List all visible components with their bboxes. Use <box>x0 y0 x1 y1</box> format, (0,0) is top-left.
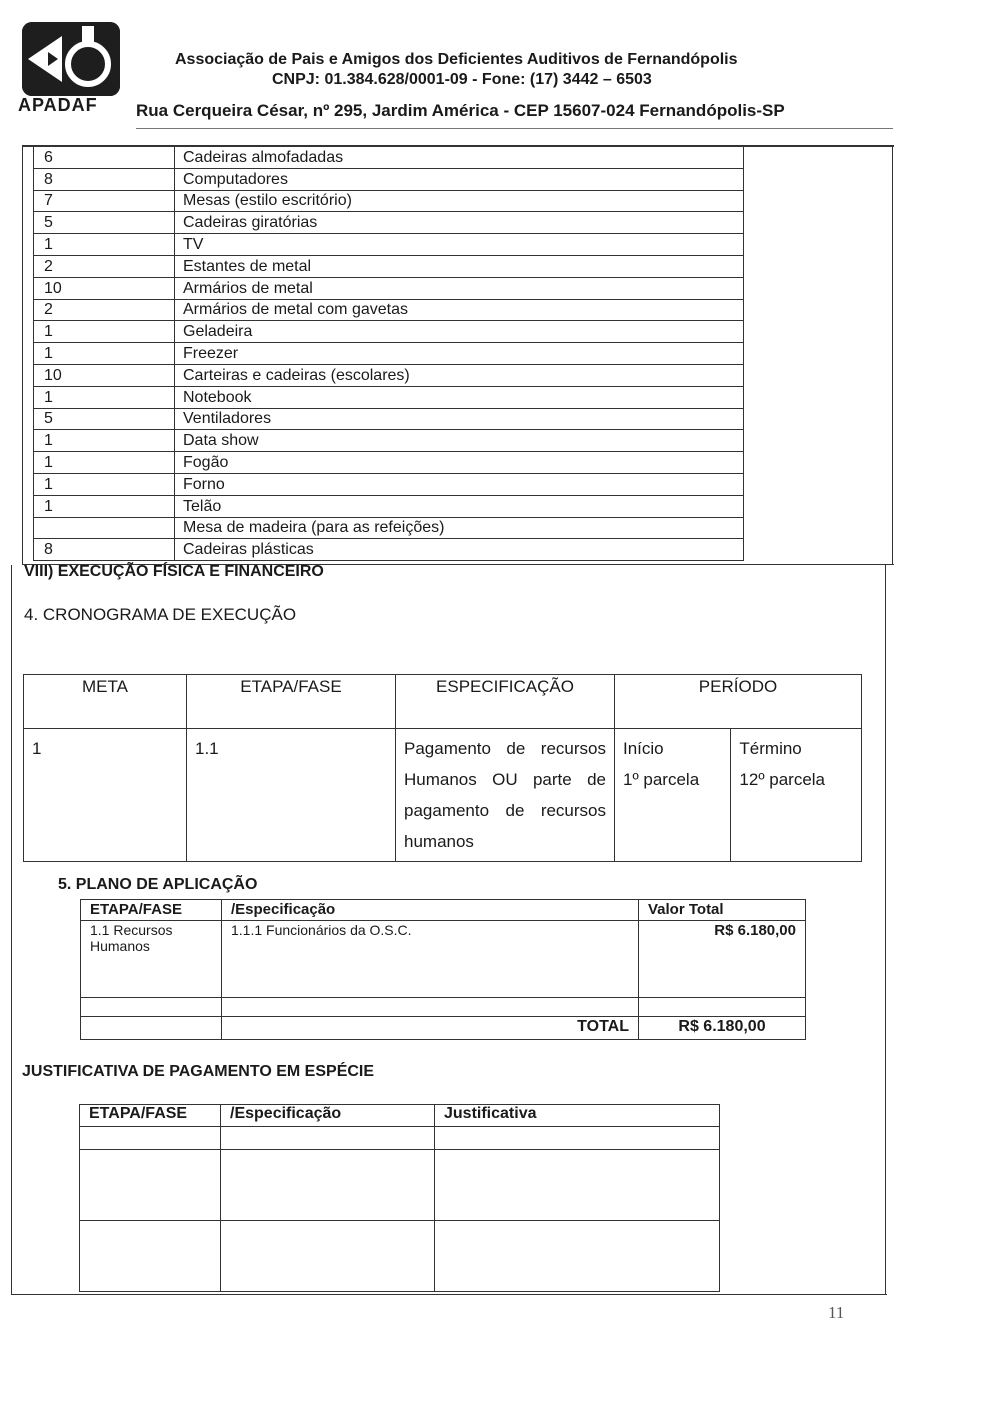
table-row <box>34 168 744 190</box>
header-periodo: PERÍODO <box>615 675 862 729</box>
frame-line <box>892 145 893 565</box>
termino-value: 12º parcela <box>739 770 826 789</box>
cnpj-phone: CNPJ: 01.384.628/0001-09 - Fone: (17) 3442 – 6503 <box>272 71 652 88</box>
cell-etapa: 1.1 Recursos Humanos <box>81 921 222 998</box>
termino-label: Término <box>739 739 802 758</box>
frame-line <box>885 565 886 1295</box>
section-heading-cronograma: 4. CRONOGRAMA DE EXECUÇÃO <box>24 605 297 624</box>
item-qty: 7 <box>34 190 175 212</box>
table-total-row <box>81 1017 806 1040</box>
cell-empty <box>80 1127 221 1150</box>
header-etapa: ETAPA/FASE <box>80 1105 221 1127</box>
frame-line <box>22 145 23 565</box>
item-qty: 8 <box>34 168 175 190</box>
table-row <box>34 539 744 561</box>
item-description: Data show <box>175 430 744 452</box>
inventory-table <box>33 146 744 561</box>
item-qty: 1 <box>34 495 175 517</box>
item-description: TV <box>175 234 744 256</box>
table-row <box>34 386 744 408</box>
header-especificacao: /Especificação <box>222 900 639 921</box>
cell-valor: R$ 6.180,00 <box>639 921 806 998</box>
item-qty: 1 <box>34 343 175 365</box>
address: Rua Cerqueira César, nº 295, Jardim América - CEP 15607-024 Fernandópolis-SP <box>136 101 785 120</box>
item-qty: 1 <box>34 234 175 256</box>
cell-empty <box>639 998 806 1017</box>
item-description: Fogão <box>175 452 744 474</box>
table-row <box>34 147 744 169</box>
table-row <box>34 430 744 452</box>
table-row <box>34 364 744 386</box>
table-row <box>34 234 744 256</box>
table-row <box>34 212 744 234</box>
total-value: R$ 6.180,00 <box>639 1017 806 1040</box>
table-row <box>34 299 744 321</box>
logo-emblem-icon <box>22 22 120 96</box>
table-row <box>34 343 744 365</box>
item-qty: 1 <box>34 430 175 452</box>
cronograma-table <box>23 674 862 862</box>
item-qty: 10 <box>34 277 175 299</box>
cell-empty <box>80 1150 221 1221</box>
item-description: Armários de metal com gavetas <box>175 299 744 321</box>
item-description: Cadeiras plásticas <box>175 539 744 561</box>
table-row <box>34 408 744 430</box>
table-row <box>34 190 744 212</box>
item-description: Telão <box>175 495 744 517</box>
item-description: Mesas (estilo escritório) <box>175 190 744 212</box>
header-justificativa: Justificativa <box>435 1105 720 1127</box>
item-qty: 1 <box>34 321 175 343</box>
item-qty: 10 <box>34 364 175 386</box>
cell-etapa: 1.1 <box>187 729 396 862</box>
cell-inicio <box>615 729 731 862</box>
header-meta: META <box>24 675 187 729</box>
item-description: Cadeiras almofadadas <box>175 147 744 169</box>
section-heading-plano: 5. PLANO DE APLICAÇÃO <box>58 876 258 893</box>
item-qty: 5 <box>34 212 175 234</box>
plano-table <box>80 899 806 1040</box>
page-number: 11 <box>828 1303 845 1322</box>
item-description: Mesa de madeira (para as refeições) <box>175 517 744 539</box>
item-description: Geladeira <box>175 321 744 343</box>
cell-empty <box>81 1017 222 1040</box>
item-qty: 5 <box>34 408 175 430</box>
cell-especificacao: 1.1.1 Funcionários da O.S.C. <box>222 921 639 998</box>
item-description: Ventiladores <box>175 408 744 430</box>
table-header-row <box>81 900 806 921</box>
cell-empty <box>81 998 222 1017</box>
table-row <box>34 277 744 299</box>
item-qty: 8 <box>34 539 175 561</box>
logo-text: APADAF <box>18 95 98 115</box>
justificativa-table <box>79 1104 720 1292</box>
cell-empty <box>435 1221 720 1292</box>
table-row <box>34 321 744 343</box>
table-row <box>80 1221 720 1292</box>
item-description: Forno <box>175 473 744 495</box>
item-description: Computadores <box>175 168 744 190</box>
table-row <box>34 517 744 539</box>
cell-empty <box>222 998 639 1017</box>
logo <box>22 22 120 96</box>
cell-empty <box>221 1221 435 1292</box>
header-especificacao: ESPECIFICAÇÃO <box>396 675 615 729</box>
header-divider <box>136 128 893 129</box>
table-header-row <box>24 675 862 729</box>
section-heading-viii: VIII) EXECUÇÃO FÍSICA E FINANCEIRO <box>24 563 324 580</box>
header-etapa: ETAPA/FASE <box>187 675 396 729</box>
item-description: Notebook <box>175 386 744 408</box>
item-description: Armários de metal <box>175 277 744 299</box>
table-row <box>81 921 806 998</box>
inicio-value: 1º parcela <box>623 770 700 789</box>
total-label: TOTAL <box>222 1017 639 1040</box>
section-heading-justificativa: JUSTIFICATIVA DE PAGAMENTO EM ESPÉCIE <box>22 1063 375 1080</box>
item-qty: 1 <box>34 452 175 474</box>
table-row <box>34 255 744 277</box>
item-qty: 1 <box>34 386 175 408</box>
header-etapa: ETAPA/FASE <box>81 900 222 921</box>
cell-empty <box>221 1150 435 1221</box>
item-description: Cadeiras giratórias <box>175 212 744 234</box>
cell-empty <box>221 1127 435 1150</box>
cell-meta: 1 <box>24 729 187 862</box>
cell-termino <box>731 729 862 862</box>
item-qty: 6 <box>34 147 175 169</box>
item-description: Carteiras e cadeiras (escolares) <box>175 364 744 386</box>
table-row <box>34 495 744 517</box>
item-description: Freezer <box>175 343 744 365</box>
item-qty: 2 <box>34 255 175 277</box>
table-row <box>80 1150 720 1221</box>
cell-empty <box>435 1150 720 1221</box>
table-row <box>80 1127 720 1150</box>
table-row <box>34 473 744 495</box>
table-row <box>81 998 806 1017</box>
item-qty <box>34 517 175 539</box>
item-qty: 1 <box>34 473 175 495</box>
frame-line <box>11 565 12 1295</box>
header-especificacao: /Especificação <box>221 1105 435 1127</box>
cell-empty <box>80 1221 221 1292</box>
header-valor: Valor Total <box>639 900 806 921</box>
cell-especificacao: Pagamento de recursos Humanos OU parte de pagamento de recursos humanos <box>396 729 615 862</box>
item-qty: 2 <box>34 299 175 321</box>
table-row <box>24 729 862 862</box>
org-name: Associação de Pais e Amigos dos Deficientes Auditivos de Fernandópolis <box>175 51 738 68</box>
item-description: Estantes de metal <box>175 255 744 277</box>
table-row <box>34 452 744 474</box>
frame-line <box>11 1294 887 1295</box>
cell-empty <box>435 1127 720 1150</box>
inicio-label: Início <box>623 739 664 758</box>
table-header-row <box>80 1105 720 1127</box>
